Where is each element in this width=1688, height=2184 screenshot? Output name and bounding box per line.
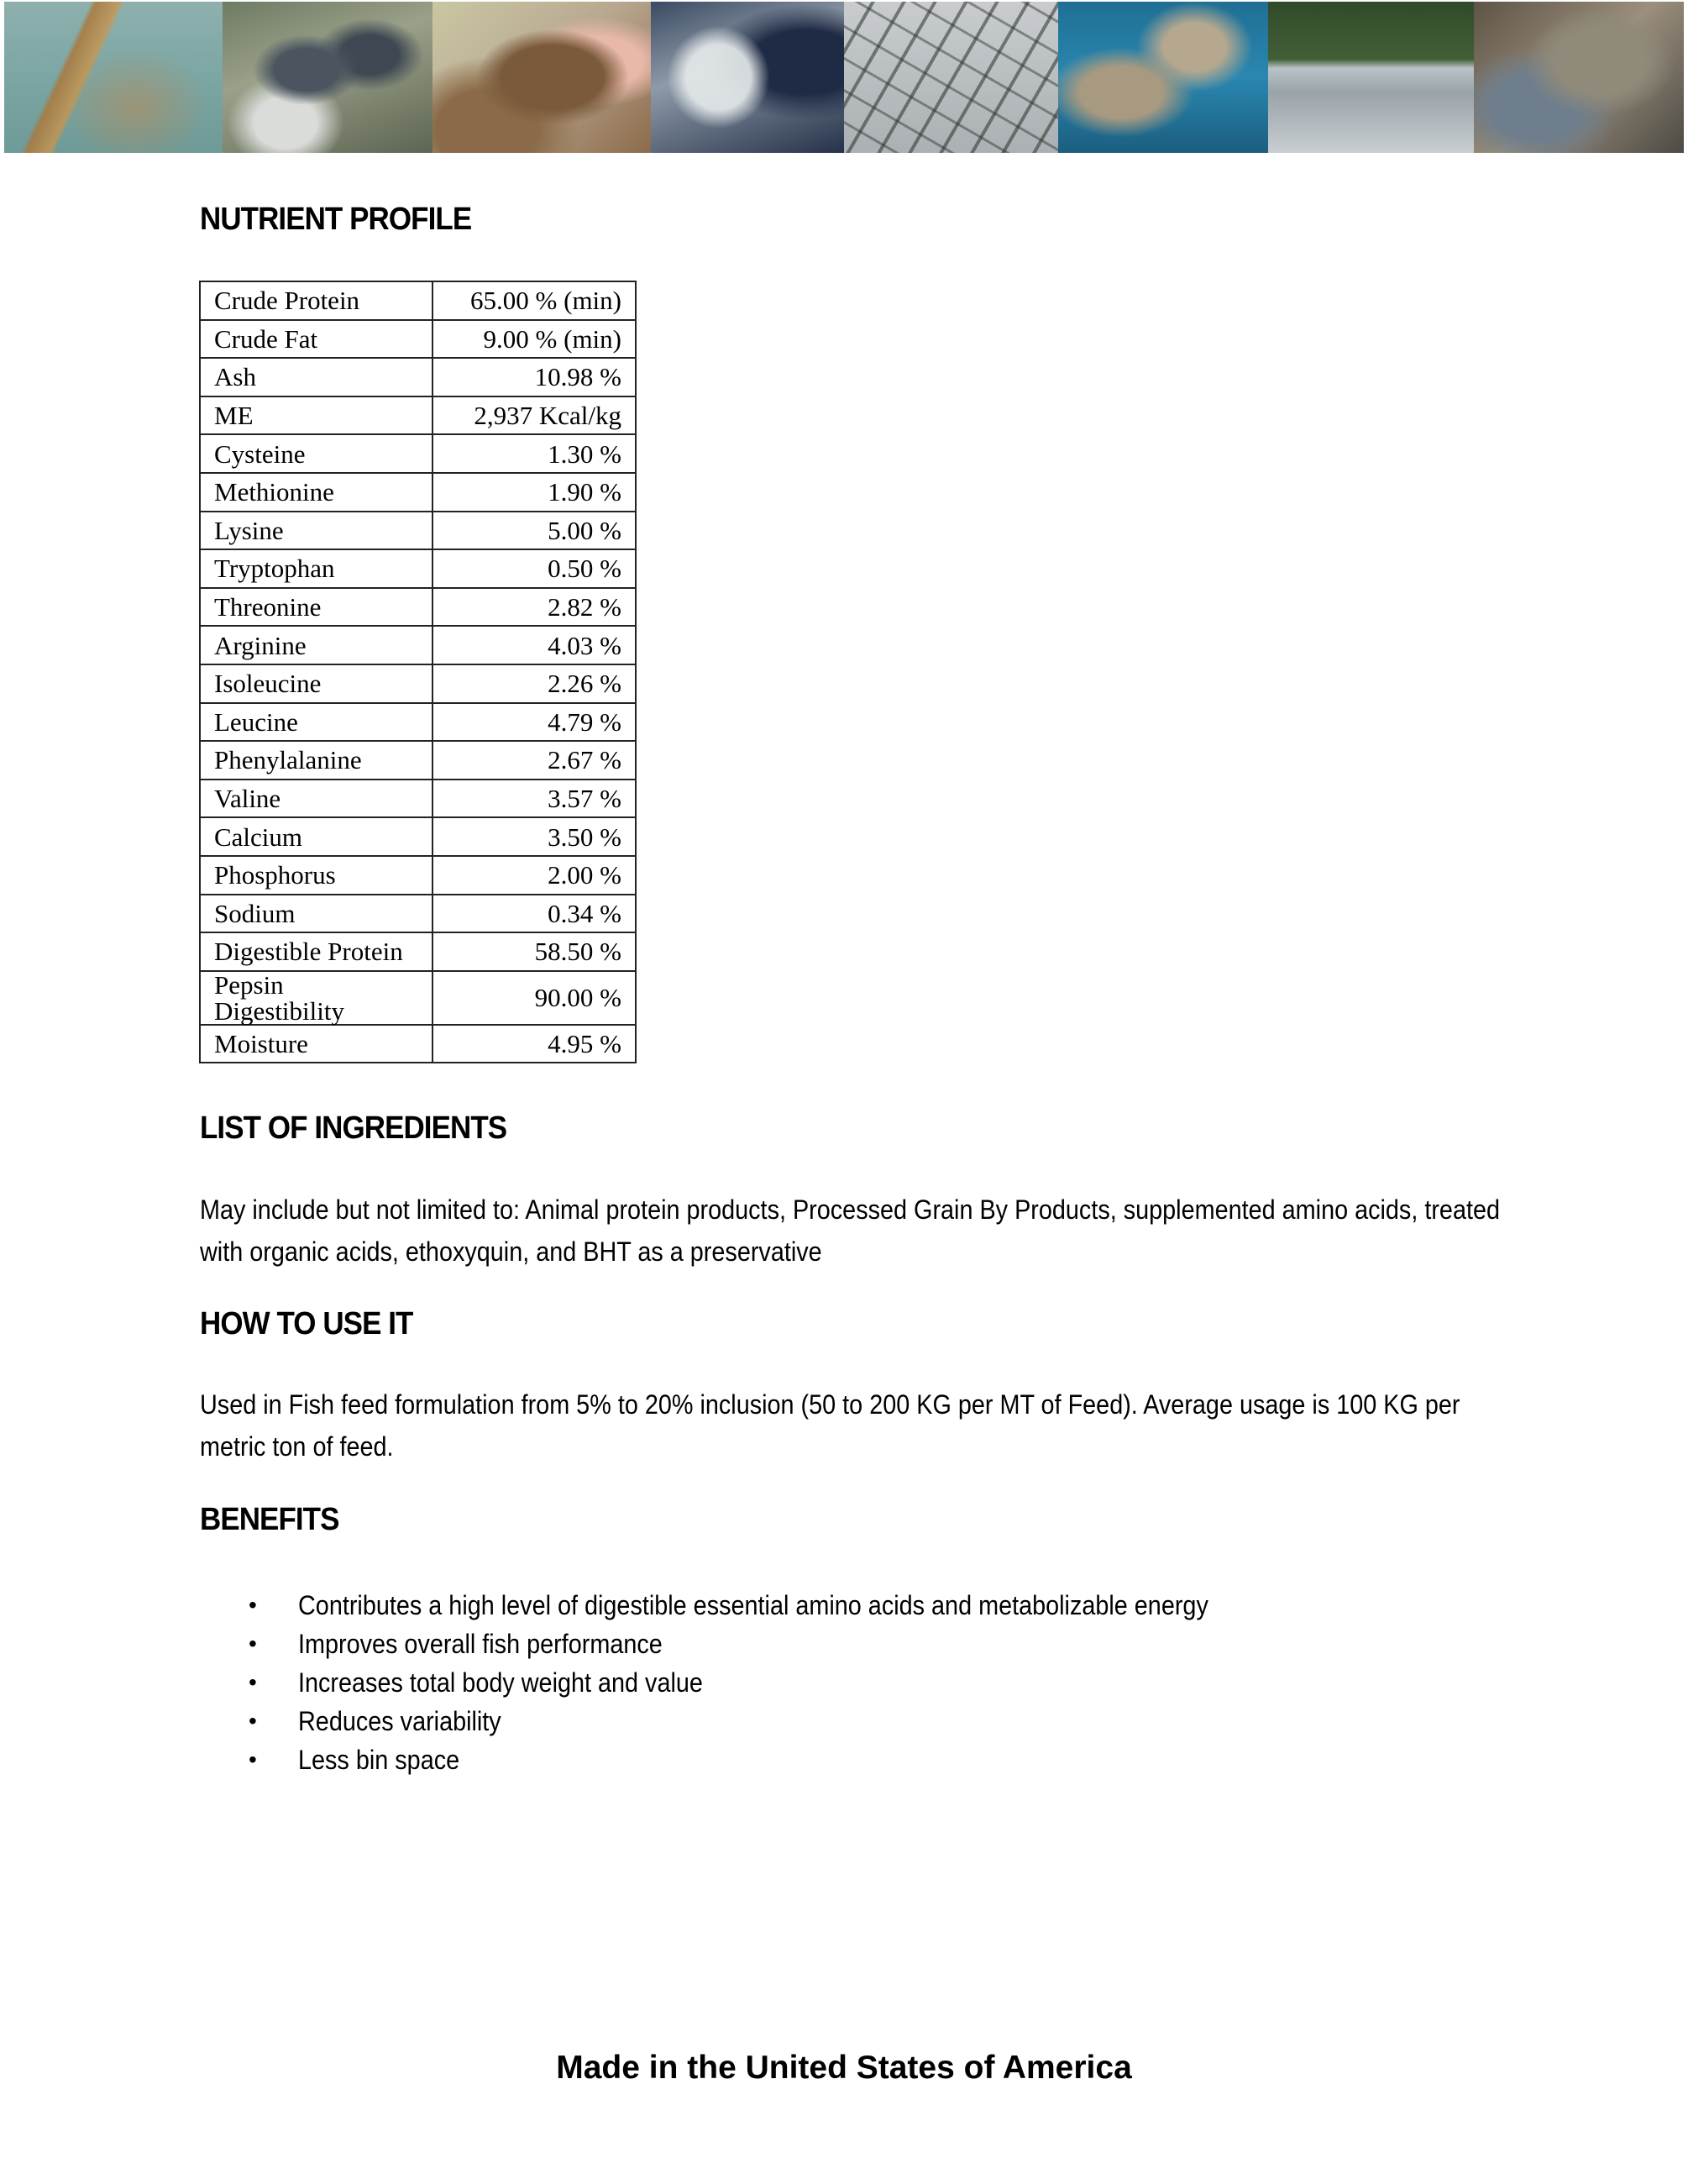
nutrient-name: Lysine <box>200 512 432 550</box>
nutrient-name: Leucine <box>200 703 432 742</box>
harvested-fish-photo-icon <box>1474 2 1684 153</box>
table-row <box>200 549 636 588</box>
list-item <box>200 1586 1309 1625</box>
table-row <box>200 396 636 435</box>
table-row <box>200 473 636 512</box>
table-row <box>200 664 636 703</box>
list-item <box>200 1702 1309 1740</box>
nutrient-value: 2,937 Kcal/kg <box>432 396 636 435</box>
made-in-usa-footer: Made in the United States of America <box>556 2050 1132 2086</box>
table-row <box>200 856 636 895</box>
nutrient-profile-heading: NUTRIENT PROFILE <box>200 202 472 237</box>
table-row <box>200 780 636 818</box>
nutrient-value: 0.50 % <box>432 549 636 588</box>
nutrient-name: Calcium <box>200 817 432 856</box>
nutrient-name: Phosphorus <box>200 856 432 895</box>
how-to-use-heading: HOW TO USE IT <box>200 1306 413 1341</box>
nutrient-name: Crude Protein <box>200 281 432 320</box>
nutrient-name: Arginine <box>200 626 432 664</box>
benefit-text: Improves overall fish performance <box>298 1629 663 1659</box>
bullet-icon: • <box>249 1592 257 1618</box>
nutrient-name: Methionine <box>200 473 432 512</box>
nutrient-name: Valine <box>200 780 432 818</box>
nutrient-value: 3.50 % <box>432 817 636 856</box>
feed-pellets-hands-photo-icon <box>432 2 651 153</box>
nutrient-name: Pepsin Digestibility <box>200 971 432 1025</box>
table-row <box>200 434 636 473</box>
nutrient-name: Tryptophan <box>200 549 432 588</box>
pond-aerators-photo-icon <box>1268 2 1474 153</box>
nutrient-value: 65.00 % (min) <box>432 281 636 320</box>
table-row <box>200 512 636 550</box>
nutrient-value: 1.30 % <box>432 434 636 473</box>
benefits-list <box>200 1586 1309 1779</box>
table-row <box>200 320 636 359</box>
list-item <box>200 1740 1309 1779</box>
nutrient-name: Crude Fat <box>200 320 432 359</box>
table-row <box>200 1025 636 1063</box>
list-item <box>200 1663 1309 1702</box>
table-row <box>200 895 636 933</box>
benefits-heading: BENEFITS <box>200 1502 339 1537</box>
table-row <box>200 817 636 856</box>
nutrient-value: 90.00 % <box>432 971 636 1025</box>
nutrient-name: Isoleucine <box>200 664 432 703</box>
nutrient-value: 0.34 % <box>432 895 636 933</box>
nutrient-value: 4.95 % <box>432 1025 636 1063</box>
nutrient-name: Cysteine <box>200 434 432 473</box>
nutrient-value: 5.00 % <box>432 512 636 550</box>
nutrient-name: Sodium <box>200 895 432 933</box>
how-to-use-text: Used in Fish feed formulation from 5% to 20% inclusion (50 to 200 KG per MT of Feed). Average usage is 100 KG per metric ton of feed. <box>200 1389 1460 1462</box>
table-row <box>200 626 636 664</box>
ingredients-heading: LIST OF INGREDIENTS <box>200 1110 507 1146</box>
nutrient-value: 2.00 % <box>432 856 636 895</box>
header-photo-banner <box>4 2 1684 153</box>
benefit-text: Contributes a high level of digestible essential amino acids and metabolizable energy <box>298 1590 1208 1620</box>
table-row <box>200 281 636 320</box>
nutrient-value: 1.90 % <box>432 473 636 512</box>
benefit-text: Less bin space <box>298 1745 460 1775</box>
table-row <box>200 932 636 971</box>
nutrient-value: 2.26 % <box>432 664 636 703</box>
nutrient-name: Threonine <box>200 588 432 627</box>
nutrient-name: Ash <box>200 358 432 396</box>
floating-net-pens-photo-icon <box>844 2 1058 153</box>
bullet-icon: • <box>249 1669 257 1695</box>
ingredients-text: May include but not limited to: Animal protein products, Processed Grain By Products, supplemented amino acids, treated with organic acids, ethoxyquin, and BHT as a preservative <box>200 1194 1500 1267</box>
nutrient-value: 4.03 % <box>432 626 636 664</box>
table-row <box>200 741 636 780</box>
list-item <box>200 1625 1309 1663</box>
nutrient-profile-table <box>199 281 637 1063</box>
nutrient-name: ME <box>200 396 432 435</box>
table-row <box>200 358 636 396</box>
table-row <box>200 703 636 742</box>
nutrient-value: 4.79 % <box>432 703 636 742</box>
bullet-icon: • <box>249 1746 257 1772</box>
nutrient-value: 9.00 % (min) <box>432 320 636 359</box>
nutrient-value: 3.57 % <box>432 780 636 818</box>
nutrient-value: 58.50 % <box>432 932 636 971</box>
nutrient-name: Phenylalanine <box>200 741 432 780</box>
benefit-text: Reduces variability <box>298 1706 501 1736</box>
nutrient-name: Digestible Protein <box>200 932 432 971</box>
fish-underwater-photo-icon <box>1058 2 1268 153</box>
nutrient-value: 2.67 % <box>432 741 636 780</box>
net-cage-splash-photo-icon <box>651 2 844 153</box>
bullet-icon: • <box>249 1630 257 1656</box>
fish-in-water-photo-icon <box>223 2 432 153</box>
nutrient-value: 2.82 % <box>432 588 636 627</box>
benefit-text: Increases total body weight and value <box>298 1667 703 1698</box>
fish-farm-pier-photo-icon <box>4 2 223 153</box>
nutrient-name: Moisture <box>200 1025 432 1063</box>
nutrient-value: 10.98 % <box>432 358 636 396</box>
table-row <box>200 971 636 1025</box>
table-row <box>200 588 636 627</box>
bullet-icon: • <box>249 1708 257 1734</box>
